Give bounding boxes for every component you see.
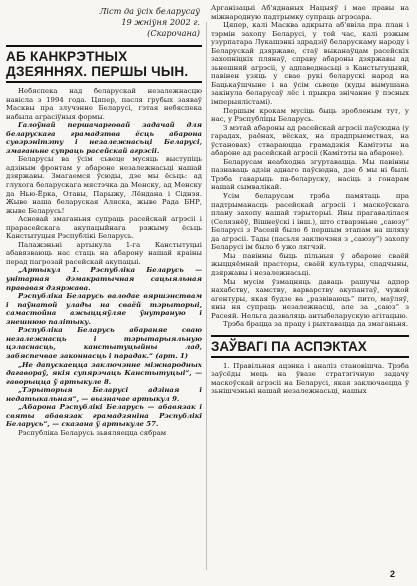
left-body-text [6,87,202,437]
paragraph: Мы павінны быць пільныя ў абароне сваёй жыццяёмнай прасторы, сваёй культуры, спадчыны, дзяржавы і незалежнасьці. [211,251,409,277]
right-column [211,4,409,396]
article-title-line-2: ДЗЕЯННЯХ. ПЕРШЫ ЧЫН. [6,64,189,79]
paragraph: 1. Правільная ацэнка і аналіз становішча. Трэба заўсёды мець на ўвазе стратэгічную задачу маскоўскай агрэсіі на Беларусі, якая заключаецца ў зьнішчэньні нашай незалежнасьці, нашых [211,361,409,396]
paragraph: З мэтай абароны ад расейскай агрэсіі паўсюдна (у гарадах, раёнах, вёсках, на прадпрыемствах, на ўстановах) ствараюцца грамадзкія Камітэты на абароне ад расейскай агрэсіі (Камітэты на абароне). [211,123,409,158]
header-line-2: 19 жніўня 2002 г. [121,17,200,27]
paragraph: Асновай змаганьня супраць расейскай агрэсіі і прарасейскага акупацыйнага рэжыму ёсьць Канстытуцыя Рэспублікі Беларусь. [6,215,202,241]
paragraph: Рэспубліка Беларусь абараняе сваю незалежнасць і тэрытарыяльную цэласнасць, канстытуцыйны лад, забяспечвае законнасць і парадак.“ (арт. 1) [6,326,202,360]
section-2-title: ЗАЎВАГІ ПА АСПЭКТАХ [211,335,409,358]
section-2-body [211,362,409,396]
paragraph: Галоўнай першачарговай задачай для беларускага грамадзтва ёсць абарона сувэрэнітэту і незалежнасьці Беларусі, змаганьне супраць расейскай агрэсіі. [6,121,202,155]
header-line-3: (Скарочана) [147,28,200,38]
page-number: 2 [390,569,396,579]
letter-header [6,6,200,39]
paragraph: „Тэрыторыя Беларусі адзіная і недатыкальная“, — вызначае артыкул 9. [6,386,202,403]
paragraph: Небяспека над беларускай незалежнасцю навісла з 1994 года. Цяпер, пасля грубых заяваў Масквы пра злучэнне Беларусі, гэтая небяспека набыла аграсіўныя формы. [6,87,202,121]
header-line-1: Ліст да ўсіх беларусаў [99,6,200,16]
paragraph: Трэба брацца за працу і рыхтавацца да змаганьня. [223,320,409,329]
paragraph: Першым крокам мусіць быць зробленым тут, у нас, у Рэспубліцы Беларусь. [211,106,409,124]
paragraph: „Не дапускаецца заключэнне міжнародных дагавораў, якія супярэчаць Канстытуцыі“, — гаворыцца ў артыкуле 8. [6,360,202,386]
paragraph: Рэспубліка Беларусь зьвяляецца сябрам [18,428,167,437]
paragraph: Рэспубліка Беларусь валодае вяршэнствам і паўнатой улады на сваёй тэрыторыі, самастойна ажыццяўляе ўнутраную і знешнюю палітыку. [6,292,202,326]
right-body-text [211,4,409,329]
paragraph: Беларусы ва ўсім сьвеце мусяць выступіць адзіным фронтам у абароне незалежнасьці нашай дзяржавы. Змагаемся ўсюды, дзе мы ёсьць: ад глухога беларускага мястэчка да Менску, ад Менску да Нью-Ёрка, Отавы, Парыжу, Лёндана і Сіднэя. Жыве наша беларуская Аляска, жыве Рада БНР, жыве Беларусь! [6,155,202,215]
paragraph: Усім беларусам трэба памятаць пра падтрыманасць расейскай агрэсіі і маскоўскага плану захопу нашай тэрыторыі. Яны прагавалілася (Селязнёў, Вішнеўскі і інш.), што стварэньне „саюзу“ Беларусі з Расеяй было б першым этапам на шляху да агрэсіі. Тады (пасьля заключэня з „саюзу“) захопу Беларусі ім было б ужо лягчэй. [211,192,409,252]
paragraph: Палажэньні артыкула 1-га Канстытуцыі абавязваюць нас стаць на абарону нашай краіны перад пагрозай расейскай акупацыі. [6,240,202,266]
paragraph: Беларусам неабходна згуртавацца. Мы павінны пазнаваць адзін аднаго паўсюдна, дзе б мы ні былі. Трэба гаварыць па-беларуску, насіць з гонарам нашай сымвалікай. [211,157,409,192]
paragraph: Арганізацыі Аб'яднаных Нацыяў і мае правы на міжнародную падтрымку супраць агрэсара. [211,4,409,21]
paragraph: Цяпер, калі Масква адкрыта аб'явіла пра план і тэрмін захопу Беларусі, у той час, калі рэжым узурпатара Лукашэнкі здрадзіў беларускаму народу і Беларускай дзяржаве, стаў выканаўцам расейскіх захопніцкіх плянаў, справу абароны дзяржавы ад зьнешняй агрэсіі, у адпаведнасьці з Канстытуцыяй, павінен узяць у свае рукі беларускі народ на Бацькаўшчыне і ва ўсім сьвеце (куды вымушана закінула беларусаў лёс і прыкра знічанне ў пэсных імперыялістамі). [211,21,409,107]
left-column [6,4,202,437]
paragraph: „Артыкул 1. Рэспубліка Беларусь — унітарная дэмакратычная сацыяльная прававая дзяржава. [6,266,202,292]
column-divider [206,22,207,570]
article-title-line-1: АБ КАНКРЭТНЫХ [6,49,128,64]
paragraph: „Абарона Рэспублікі Беларусь — абавязак і святы абавязак грамадзяніна Рэспублікі Беларусь“, — сказана ў артыкуле 57. [6,403,202,429]
article-title [6,45,202,83]
paragraph: Мы мусім ўзмацняць даваць рашучы адпор нахабству, хамству, варварству акупантаў, чужой агентуры, якая будзе ва „развіваюць“ пито, маўляў, яны ня супраць незалежнасці, але за „саюз“ з Расеяй. Нельга дазваляць антыбеларускую агітацыю. [211,277,409,320]
document-page [6,4,413,582]
